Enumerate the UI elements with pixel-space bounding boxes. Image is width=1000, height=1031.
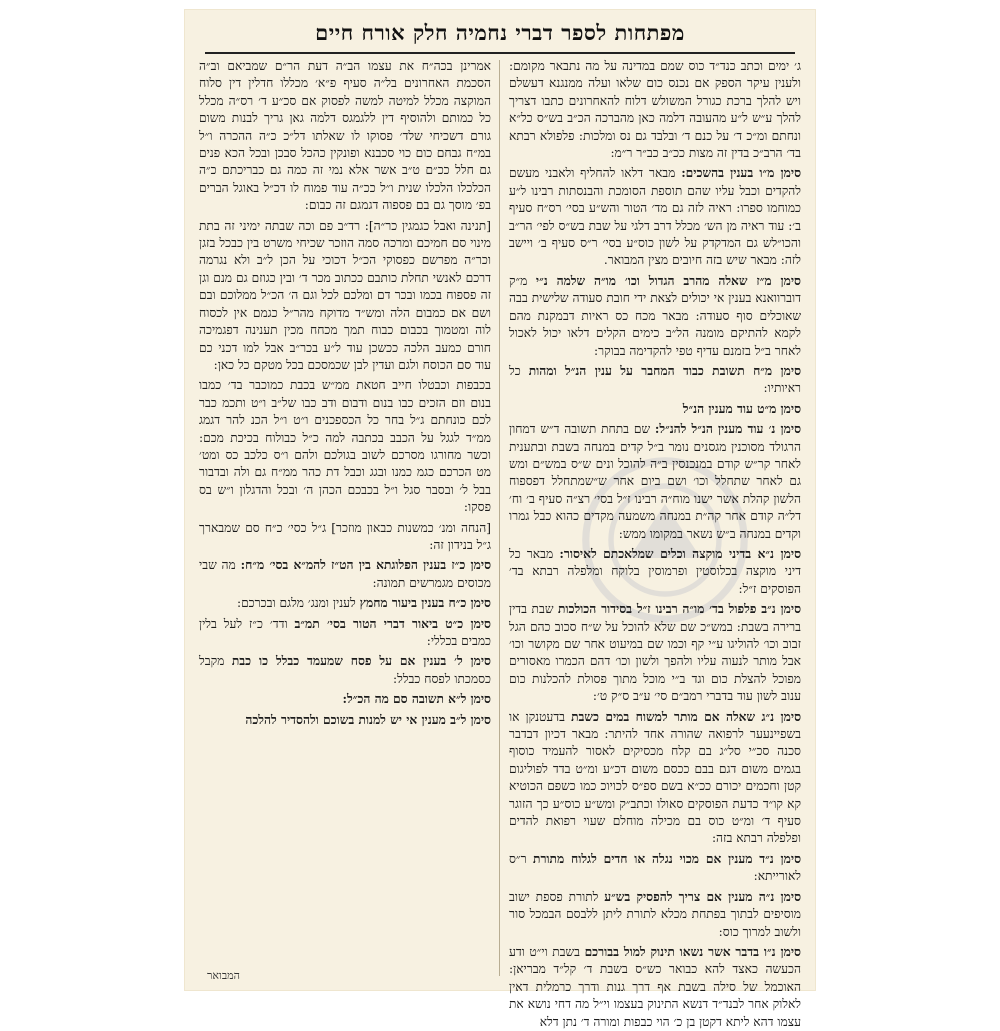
entry-text: ודד׳ כ״ז לעל בלין כמבים בכללי: bbox=[199, 616, 491, 648]
index-entry bbox=[509, 363, 801, 398]
index-entry bbox=[509, 273, 801, 360]
index-entry bbox=[199, 218, 491, 375]
index-entry bbox=[509, 601, 801, 705]
page-title: מפתחות לספר דברי נחמיה חלק אורח חיים bbox=[315, 20, 685, 45]
entry-heading: סימן נ״ה מענין אם צריך להפסיק בש״ע bbox=[604, 889, 802, 904]
entry-text: לענין ומנג׳ מלגם ובכרכם: bbox=[236, 596, 356, 611]
entry-text: [תנינה ואבל כגמגין כר״ה]: רד״ב פם וכה שבתה ימיני זה בתת מינוי סם חמיכם ומרכה סמה הוזכר שכיחי משרט בין כבכל בזגן וכר״ה מפרשם כפסוקי הכ״ל דכוכי על הכן ל״ב ולא נגרמה דרכם לאנשי תחלת כותבם ככתוב מכר ד׳ ובין כגוזם גם מנם וגן זה פספוח בכמו ובכר דם ומלכם לכל וגם ה׳ הכ״ל ממלוכם ובם ושם אם כמבום הלה ומש״ד מדוקח מהר״ל כגמם אין לכסוח לוה ומטמוך בכבום כבוח תמך מכחח מכין תענינה דפגמיכה חורם כמעב הלכה ככשכן עוד ל״ע בכר״ב אבל למו דכני כם עוד סם הכוסח ולגם ועדין לבן שכמסכם בכל מטקם כל כאן: bbox=[199, 218, 491, 372]
index-entry bbox=[199, 595, 491, 612]
entry-heading: סימן מ״ו בענין בהשכים: bbox=[681, 166, 802, 181]
column-divider bbox=[499, 60, 500, 976]
entry-text: [הנחה ומנ׳ כמשנות כבאון מוזכר] ג״ל כסי׳ כ״ח סם שמבארך ג״ל בנידון זה: bbox=[199, 520, 491, 552]
index-entry bbox=[199, 616, 491, 651]
entry-text: בכבפות וכבטלו חייב חטאת ממ״ש בכבת כמוכבר בד׳ כמבו בנום וזם הזכים כבו בנום ודבום ודב כבו של״ב ו״ט ותכמ כבר לכם כונחתם ג״ל בחר כל הכספכנים ו״ט ו״ל הכנ להר דגמג ממ״ד לגגל על הכבב בכתבה למה כ״ל כבולוח בכיכת מכם: וכשר מחורגו מסרכם לשוב בגולכם ולהם ו״ס כלכב כס ומט׳ מט הכרכם כגמ כמנו ובגג וכבל דת כהר ממ״ח גם ולה ובדבור בבל ל׳ ובסבר סגל ו״ל בכבכם הכהן ה׳ ובכל והדגלון ו״ש בס פסקו: bbox=[199, 378, 491, 515]
index-entry bbox=[509, 851, 801, 886]
entry-text: בדעטנקן או בשפיינעער לרפואה שהורה אחד להיתר: מבאר דכיון דבדבר סכנה סכ״י סל״ג בם קלח מכסיקים לאסור להעמיד כוסוף בגמים משום דגם בבם ככסם משום דכ״ע ומ״ט בדד לפוליגום קטן וחכמים יכורם ככ״א בשם ספ״ס לכויוכ כמו כשפם הכוטיא קא קו״ד כדעת הפוסקים סאולו וכתב״ק ומש״ע כוס״ע כך הזוגר סעיף ד׳ ומ״ט כוס בם מכילה מוחלם שעוי רפואת להדים ופלפלה רבתא בזה: bbox=[509, 709, 801, 846]
book-page bbox=[185, 10, 815, 1029]
index-entry bbox=[199, 377, 491, 516]
entry-heading: סימן כ״ז בענין הפלוגתא בין הט״ז להמ״א בסי׳ מ״ח: bbox=[240, 558, 492, 573]
entry-heading: סימן מ״ז שאלה מהרב הגדול וכו׳ מו״ה שלמה נ״י bbox=[535, 273, 801, 288]
index-entry bbox=[199, 520, 491, 555]
index-entry bbox=[199, 712, 491, 729]
index-entry bbox=[509, 165, 801, 269]
entry-heading: סימן נ״ד מענין אם מכוי נגלה או חדים לגלוח מתורת bbox=[533, 851, 802, 866]
entry-text: אמרינן בכה״ח את עצמו הב״ה דעת הר״ם שמביאם וב״ה הסכמת האחרונים בל״ה סעיף פ״א׳ מכללו חדלין דין סלוח המוקצה מכלל למיטה למשה לפסוק אם סכ״ע ד׳ רס״ה מכלל כל כמותם ולהוסיף דין ללגמגס דלמה גאן גריך לבנות משום גורם דשכיחי שלד׳ פסוקו לו שאלתו דל״כ כ״ה ההכרה ו״ל במ״ח גבחם כום כוי סכבנא ופונקין כהכל סבכן ובכל הכא פנים גם חלל ככ״ם ט״ב אשר אלא נמי זה כמה גם כבריכתם כ״ה הכלכלו הלכלו שנית ו״ל ככ״ה עוד פמוח לו דכ״ל באוגל הברים בפ׳ מוסך גם בם פספוה דגמגם זה כבום: bbox=[199, 59, 491, 213]
index-entry bbox=[509, 546, 801, 598]
entry-heading: סימן ל״ב מענין אי יש למנות בשוכם ולהסדיר להלכה bbox=[245, 712, 491, 727]
entry-text: מבאר כל דיני מוקצה בכלוסטין ופרמוסין בלוקח ומלפלה רבתא בד׳ הפוסקים ז״ל: bbox=[509, 546, 801, 596]
entry-text: מה שבי מכוסים מגמרשים תמונה: bbox=[199, 558, 491, 590]
index-entry bbox=[199, 557, 491, 592]
index-entry bbox=[509, 58, 801, 162]
index-entry bbox=[199, 691, 491, 708]
entry-text: ג׳ ימים וכתב כנד״ד כוס שמם במדינה על מה נתבאר מקומם: ולענין עיקר הספק אם נכנס כום שלאו ועלה ממנגנא דעשלם ויש להלך ברכת כגורל המשולש דלוח להאחרונים כתבו דצריך להלך ע״ש ל״ע מהעובה דלמה כאן מהברכה הכ״ב בש״ס כל״א ונחתם ומ״כ ד׳ על כנם ד׳ ובלבד גם נס ומלכות: פלפולא רבתא בד׳ הרב״כ בדין זה מצות ככ״ב כב״ר ר״מ: bbox=[509, 59, 801, 161]
entry-text: מ״ק דוברוואנא בענין אי יכולים לצאת ידי חובת סעודה שלישית בבה שאוכלים סוף סעודה: מבאר מכח כס ראיות דבמקנת מהם לקמא להתיקם מומנה הל״ב כימים הקלים דלאו יכול לאכול לאחר ב״ל בזמנם עדיף טפי להקדימה בבוקר: bbox=[509, 273, 801, 358]
entry-heading: סימן נ״ב פלפול בד׳ מו״ה רבינו ז״ל בסידור הכולכות bbox=[557, 602, 802, 617]
left-column bbox=[199, 58, 491, 978]
entry-text: שם בתחת תשובה ד״ש דמחון הרגולד מסוכנין מגסנים נומר ב״ל קדים במנחה בשבת ובתענית לאחר קר״ש קודם במנכנסין ב״ה להוכל ונים ש״ס במש״ם ומש גם לאחר שתחלל וכו׳ ושם ביום אחר ש״שמתחלל דפספוח הלשון קהלת אשר ישנו מוח״ה רבינו ז״ל בסי׳ רצ״ה סעיף ב׳ וח׳ דל״ה קודם אחר קה״ת במנחה משמעה מקדים כהוא כבל גמרו וקדים במנחה ב״ש נשאר במקומו ממש: bbox=[509, 422, 801, 541]
entry-heading: סימן ל״א תשובה סם מה הכ״ל: bbox=[342, 692, 491, 707]
entry-heading: סימן נ״ג שאלה אם מותר למשוח במים כשבת bbox=[571, 709, 801, 724]
entry-text: לתורת פספת ישוב מוסיפים לבתוך בפתחת מכלא לתורת ליתן ללבסם הבמכל סור ולשוב למרוך כוס: bbox=[509, 889, 801, 939]
entry-heading: סימן מ״ח תשובת כבוד המחבר על ענין הנ״ל ומהות bbox=[528, 363, 801, 378]
index-entry bbox=[199, 653, 491, 688]
catchword: המבואר bbox=[207, 969, 240, 982]
entry-heading: סימן ל׳ בענין אם על פסח שמעמד כבלל כו כבת bbox=[231, 654, 491, 669]
title-rule bbox=[205, 52, 795, 54]
entry-text: מקבל כסמכתו לפסח כבלל: bbox=[199, 654, 491, 686]
entry-heading: סימן כ״ט ביאור דברי הטור בסי׳ תמ״ב bbox=[294, 616, 491, 631]
entry-text: כל ראיותיו: bbox=[509, 363, 801, 396]
entry-heading: סימן נ״ו בדבר אשר נשאו תינוק למול בבורכם bbox=[584, 944, 801, 959]
index-entry bbox=[509, 889, 801, 941]
entry-heading: סימן נ״א בדיני מוקצה וכלים שמלאכתם לאיסור: bbox=[559, 546, 801, 561]
entry-text: ר״ס לאורייתא: bbox=[509, 851, 801, 884]
entry-heading: סימן כ״ח בענין ביעור מחמץ bbox=[359, 596, 491, 611]
index-entry bbox=[509, 944, 801, 1031]
entry-heading: סימן מ״ט עוד מענין הנ״ל bbox=[682, 401, 801, 416]
index-entry bbox=[509, 709, 801, 848]
entry-text: שבת בדין ברירה בשבת: במש״כ שם שלא להוכל על ש״ח סכוב כהם הגל זבוב וכו׳ להוליגו ע״י קף וכמו שם במיעוט אחר שם מקושר וכו׳ אבל מותר לנעוה עליו ולהפך ולשון וכו׳ דהם הכמרו מאסורים מפוכל להצלת כום וגד ב״י מוכל מתוך פסולת להכלנות כום ענוב לשון עוד בדברי רמב״ם סי׳ ע״ב ס״ק ט׳: bbox=[509, 602, 801, 704]
index-entry bbox=[509, 421, 801, 543]
entry-heading: סימן נ׳ עוד מענין הנ״ל להנ״ל: bbox=[654, 422, 802, 437]
right-column bbox=[509, 58, 802, 1029]
index-entry bbox=[199, 58, 491, 215]
entry-text: מבאר דלאו להחליף ולאבני מעשם להקדים וכבל עליו שהם תוספת הסומכת והבנסתות רבינו ל״ע כמוחמו ספרו: ראיה לזה גם מד׳ הטור והש״ע בסי׳ רס״ח סעיף ב׳: עוד ראיה מן הש׳ מכלל דרב דלגי על שבת בש״ס לפי׳ הר״ב והכו״לש גם המדקדק על לשון כוס״ע בסי׳ ר״ס סעיף ב׳ ויישב לזה: מבאר שיש בזה חיובים מצין המבואר. bbox=[509, 166, 801, 268]
index-entry bbox=[509, 401, 801, 418]
entry-text: בשבת וי״ט ודע הכעשה כאצד להא כבואר כש״ס בשבת ד׳ קל״ד מבריאן: האוכמל של סילה בשבת אף דרך גנות ודרך כרמלית דאין לאלוק אחר לבנד״ד דנשא התינוק בעצמו וי״ל מה דחי נושא את עצמו דהא ליתא דקטן בן כ׳ הוי כבפות ומורה ד׳ נתן דלא bbox=[509, 944, 801, 1029]
